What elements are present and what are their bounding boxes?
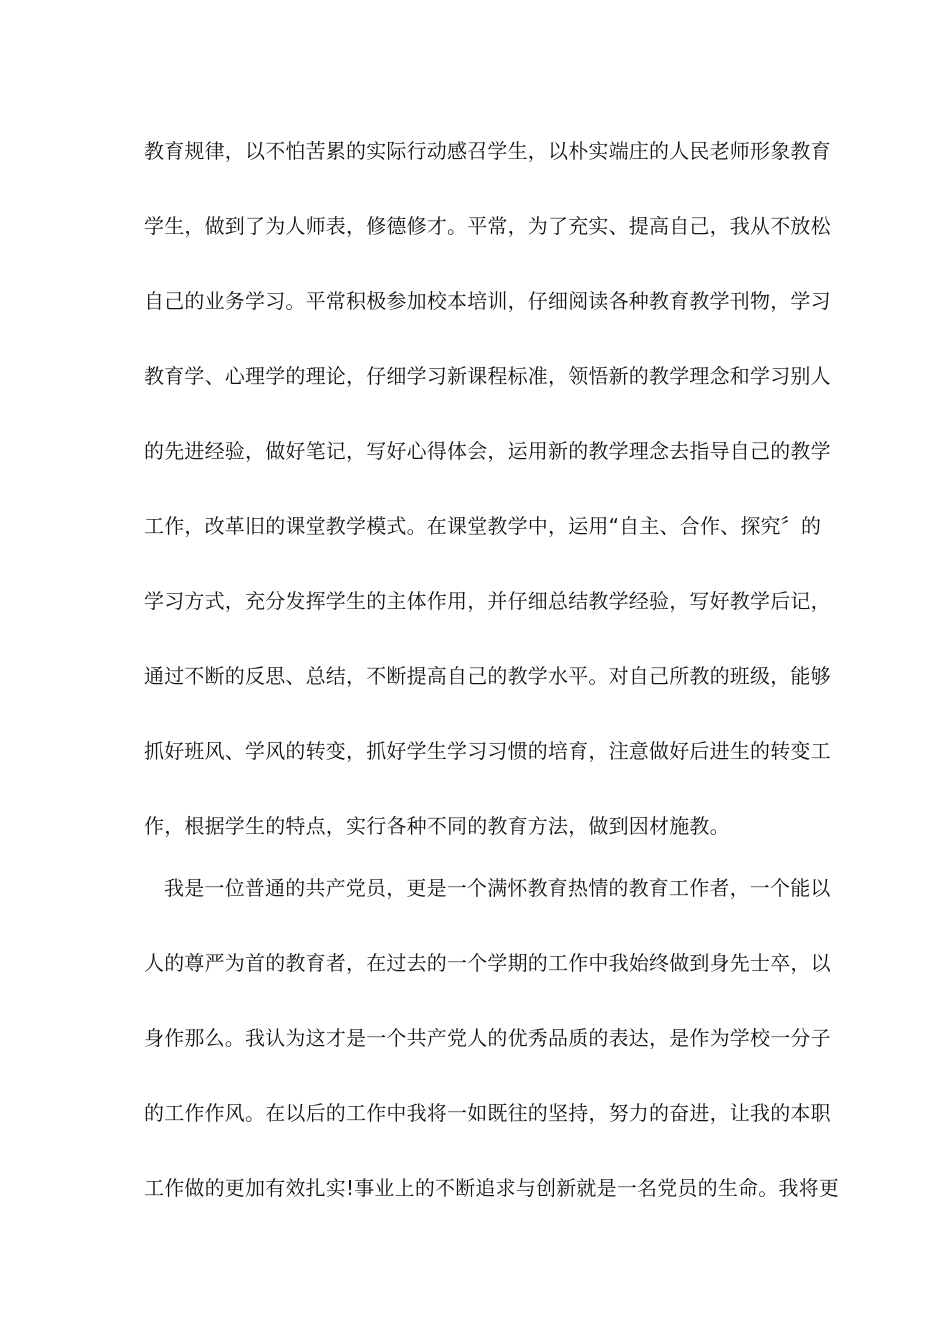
paragraph-first-line: 我是一位普通的共产党员，更是一个满怀教育热情的教育工作者，一个能以 [164,876,831,900]
text-line: 学习方式，充分发挥学生的主体作用，并仔细总结教学经验，写好教学后记， [144,589,831,613]
text-line: 身作那么。我认为这才是一个共产党人的优秀品质的表达，是作为学校一分子 [144,1026,831,1050]
text-line: 教育规律，以不怕苦累的实际行动感召学生，以朴实端庄的人民老师形象教育 [144,139,831,163]
text-line: 自己的业务学习。平常积极参加校本培训，仔细阅读各种教育教学刊物，学习 [144,289,831,313]
text-line: 通过不断的反思、总结，不断提高自己的教学水平。对自己所教的班级，能够 [144,664,831,688]
text-line: 工作，改革旧的课堂教学模式。在课堂教学中，运用“自主、合作、探究〞的 [144,514,822,538]
text-line: 工作做的更加有效扎实!事业上的不断追求与创新就是一名党员的生命。我将更 [144,1176,840,1200]
text-line: 作，根据学生的特点，实行各种不同的教育方法，做到因材施教。 [144,814,730,838]
text-line: 人的尊严为首的教育者，在过去的一个学期的工作中我始终做到身先士卒，以 [144,951,831,975]
text-line: 学生，做到了为人师表，修德修才。平常，为了充实、提高自己，我从不放松 [144,214,831,238]
text-line: 抓好班风、学风的转变，抓好学生学习习惯的培育，注意做好后进生的转变工 [144,739,831,763]
text-line: 教育学、心理学的理论，仔细学习新课程标准，领悟新的教学理念和学习别人 [144,364,831,388]
text-line: 的先进经验，做好笔记，写好心得体会，运用新的教学理念去指导自己的教学 [144,439,831,463]
text-line: 的工作作风。在以后的工作中我将一如既往的坚持，努力的奋进，让我的本职 [144,1101,831,1125]
